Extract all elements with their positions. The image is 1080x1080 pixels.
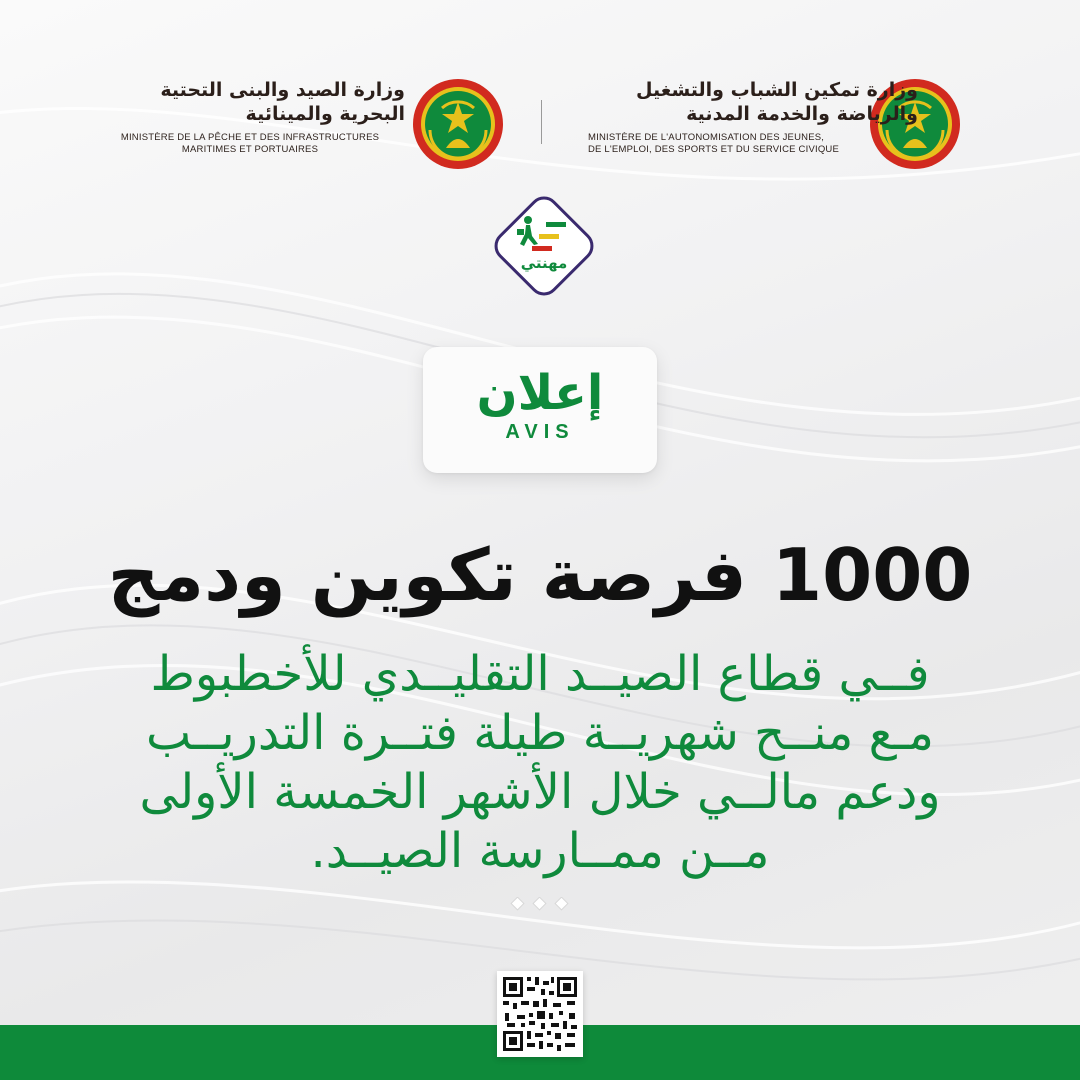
notice-title-ar: إعلان	[476, 365, 604, 421]
ministry-fisheries-ar-line2: البحرية والمينائية	[245, 103, 405, 125]
mihnati-logo-label: مهنتي	[520, 254, 568, 272]
qr-code[interactable]	[497, 971, 583, 1057]
body-text	[80, 645, 1000, 881]
ministry-youth-ar-line1: وزارة تمكين الشباب والتشغيل	[636, 79, 918, 101]
person-climbing-steps-icon	[482, 184, 606, 308]
ministry-fisheries-fr	[115, 132, 385, 156]
notice-box	[423, 347, 657, 473]
body-line-1: فــي قطاع الصيــد التقليــدي للأخطبوط	[150, 646, 930, 702]
ministry-youth-employment	[588, 78, 918, 156]
ministry-youth-fr	[588, 132, 918, 156]
decorative-dots-icon	[507, 897, 573, 911]
body-line-2: مـع منــح شهريــة طيلة فتــرة التدريــب	[146, 705, 934, 761]
body-line-3: ودعم مالــي خلال الأشهر الخمسة الأولى	[139, 764, 941, 820]
ministry-fisheries	[115, 78, 405, 156]
ministry-youth-fr-line2: DE L'EMPLOI, DES SPORTS ET DU SERVICE CIVIQUE	[588, 144, 840, 155]
qr-code-icon	[497, 971, 583, 1057]
ministry-fisheries-ar-line1: وزارة الصيد والبنى التحتية	[160, 79, 405, 101]
mihnati-logo	[482, 184, 606, 308]
ministry-fisheries-fr-line1: MINISTÈRE DE LA PÊCHE ET DES INFRASTRUCTURES	[120, 132, 380, 143]
body-line-4: مــن ممــارسة الصيــد.	[310, 823, 770, 879]
notice-title-fr: AVIS	[505, 421, 575, 443]
headline: 1000 فرصة تكوين ودمج	[107, 533, 973, 617]
header-divider	[541, 100, 542, 144]
ministry-youth-ar-line2: والرياضة والخدمة المدنية	[686, 103, 918, 125]
seal-left-icon	[412, 78, 504, 170]
ministry-fisheries-fr-line2: MARITIMES ET PORTUAIRES	[181, 144, 319, 155]
ministry-youth-fr-line1: MINISTÈRE DE L'AUTONOMISATION DES JEUNES,	[588, 132, 825, 143]
